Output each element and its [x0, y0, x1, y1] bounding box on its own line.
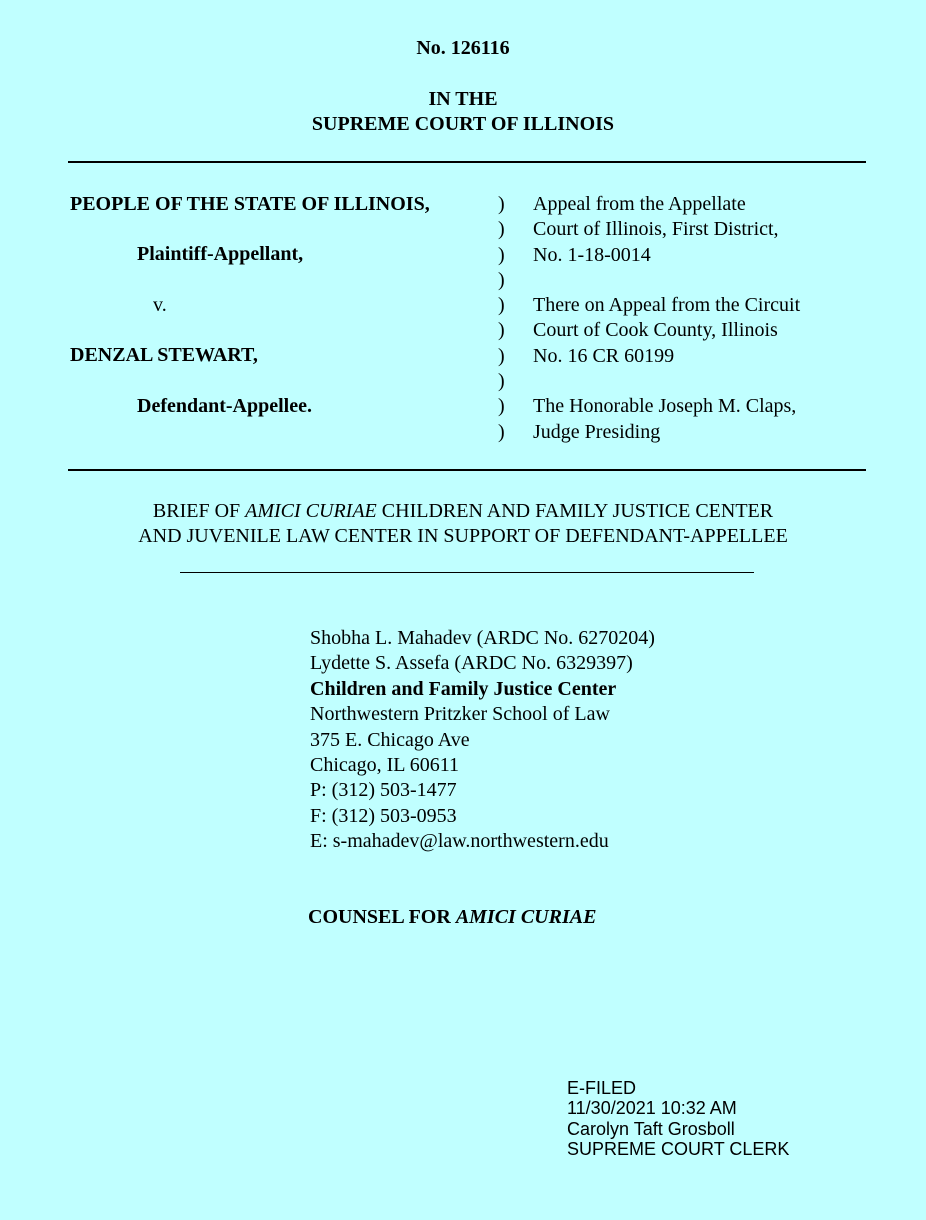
court-line-1: IN THE: [428, 88, 498, 110]
organization: Children and Family Justice Center: [310, 677, 617, 700]
city-address: Chicago, IL 60611: [310, 753, 460, 776]
email: E: s-mahadev@law.northwestern.edu: [310, 830, 609, 853]
case-number: No. 126116: [416, 37, 510, 59]
efiled-stamp: E-FILED 11/30/2021 10:32 AM Carolyn Taft Grosboll SUPREME COURT CLERK: [567, 1078, 790, 1159]
appeal-info: Appeal from the Appellate Court of Illinois, First District, No. 1-18-0014 There on Appeal from the Circuit Court of Cook County, Illinois No. 16 CR 60199 The Honorable Joseph M. Claps, Judge Presiding: [533, 193, 801, 443]
versus: v.: [153, 294, 167, 316]
title-underline: [180, 572, 754, 573]
defendant-role: Defendant-Appellee.: [137, 395, 312, 417]
court-name: SUPREME COURT OF ILLINOIS: [311, 113, 615, 135]
caption-divider: ) ) ) ) ) ) ) ) ) ): [498, 193, 505, 443]
fax: F: (312) 503-0953: [310, 804, 457, 827]
school: Northwestern Pritzker School of Law: [310, 703, 610, 726]
attorney-2: Lydette S. Assefa (ARDC No. 6329397): [310, 652, 633, 675]
top-rule: [68, 161, 866, 163]
street-address: 375 E. Chicago Ave: [310, 728, 470, 751]
caption-bottom-rule: [68, 469, 866, 471]
defendant-name: DENZAL STEWART,: [70, 344, 258, 366]
attorney-1: Shobha L. Mahadev (ARDC No. 6270204): [310, 627, 655, 649]
plaintiff-role: Plaintiff-Appellant,: [137, 243, 304, 265]
brief-title-line-1: BRIEF OF AMICI CURIAE CHILDREN AND FAMILY JUSTICE CENTER: [152, 500, 774, 522]
phone: P: (312) 503-1477: [310, 779, 457, 802]
counsel-for: COUNSEL FOR AMICI CURIAE: [308, 906, 597, 928]
brief-title-line-2: AND JUVENILE LAW CENTER IN SUPPORT OF DEFENDANT-APPELLEE: [138, 525, 788, 547]
counsel-block: [310, 626, 655, 855]
plaintiff-name: PEOPLE OF THE STATE OF ILLINOIS,: [70, 193, 430, 215]
